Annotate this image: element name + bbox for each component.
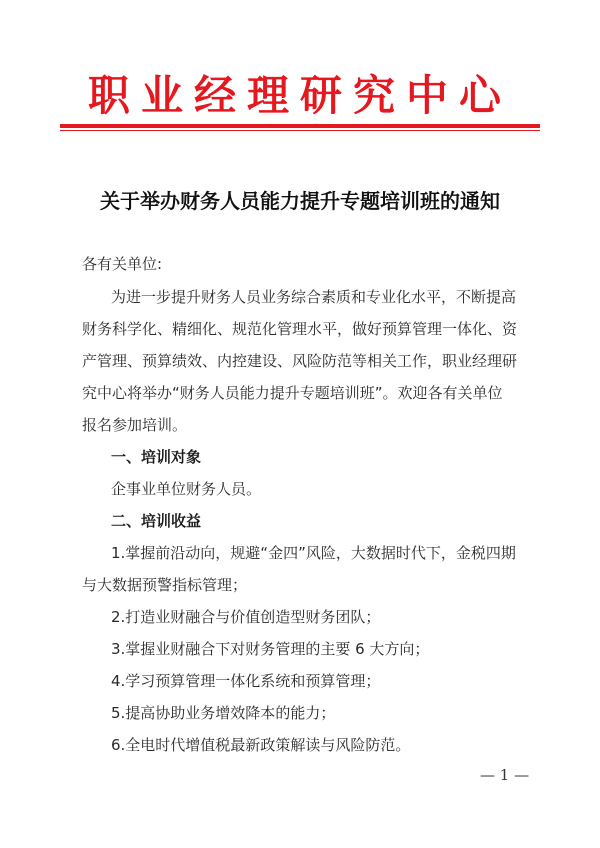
benefit-item: 6.全电时代增值税最新政策解读与风险防范。 <box>111 736 411 754</box>
section-heading-training-benefits: 二、培训收益 <box>111 512 202 530</box>
intro-line-4: 究中心将举办“财务人员能力提升专题培训班”。欢迎各有关单位 <box>82 384 503 402</box>
intro-line-3: 产管理、预算绩效、内控建设、风险防范等相关工作，职业经理研 <box>82 352 518 370</box>
section-heading-training-target: 一、培训对象 <box>111 448 202 466</box>
benefit-item: 2.打造业财融合与价值创造型财务团队； <box>111 608 381 626</box>
intro-line-5: 报名参加培训。 <box>82 416 188 434</box>
benefit-item: 4.学习预算管理一体化系统和预算管理； <box>111 672 381 690</box>
letterhead-rule-thin <box>60 130 540 131</box>
salutation: 各有关单位: <box>82 255 163 273</box>
benefit-item: 5.提高协助业务增效降本的能力； <box>111 704 336 722</box>
letterhead-rule-thick <box>60 124 540 128</box>
organization-letterhead: 职业经理研究中心 <box>87 71 512 120</box>
section-body-training-target: 企事业单位财务人员。 <box>111 480 262 498</box>
document-title: 关于举办财务人员能力提升专题培训班的通知 <box>100 189 500 213</box>
benefit-item-continuation: 与大数据预警指标管理； <box>82 576 248 594</box>
benefit-item: 1.掌握前沿动向，规避“金四”风险，大数据时代下，金税四期 <box>111 544 516 562</box>
page-number: — 1 — <box>480 766 530 784</box>
intro-line-2: 财务科学化、精细化、规范化管理水平，做好预算管理一体化、资 <box>82 320 518 338</box>
benefit-item: 3.掌握业财融合下对财务管理的主要 6 大方向； <box>111 640 430 658</box>
intro-line-1: 为进一步提升财务人员业务综合素质和专业化水平，不断提高 <box>111 288 517 306</box>
